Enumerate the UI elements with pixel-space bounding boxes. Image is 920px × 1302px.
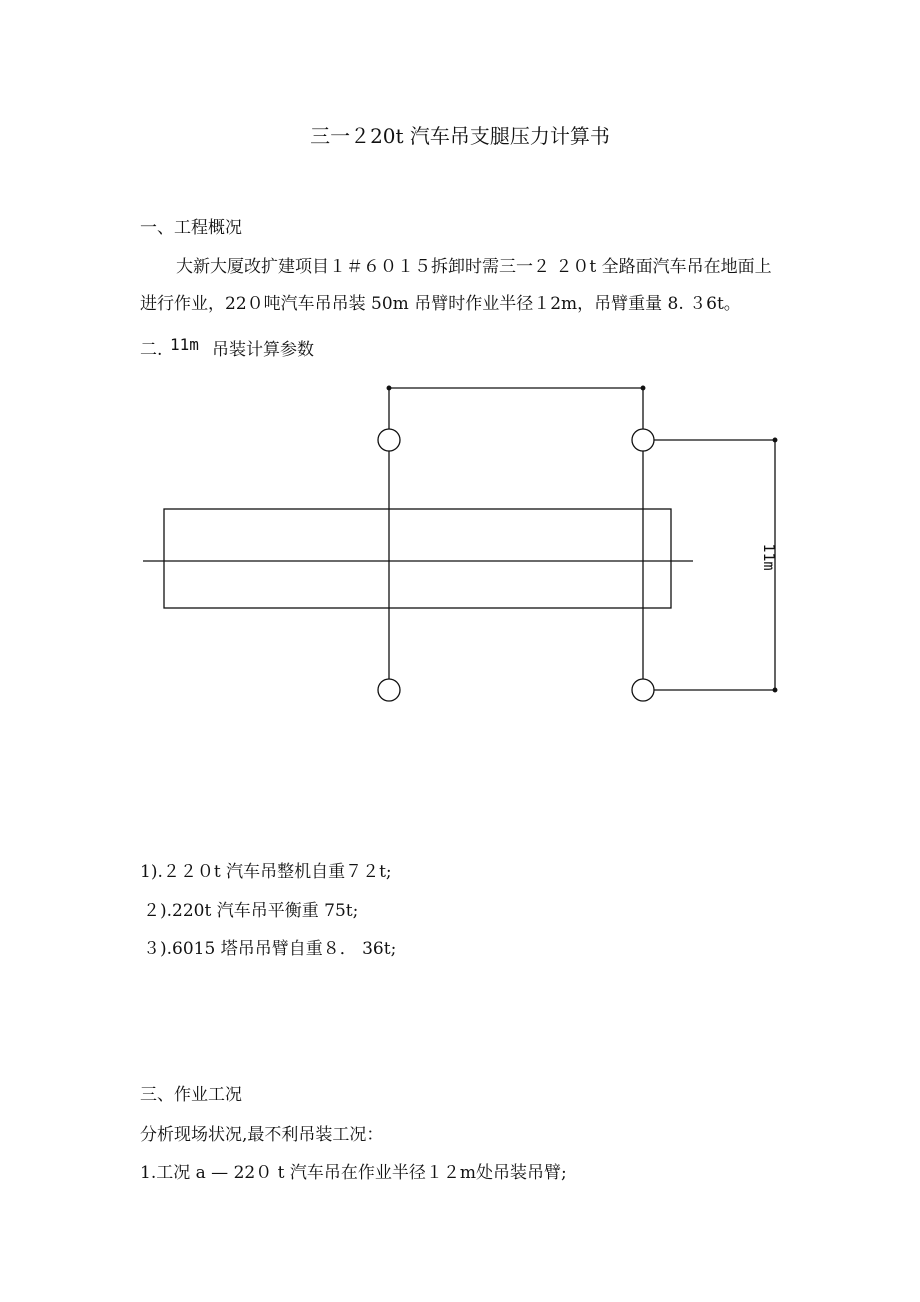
section2-prefix: 二. [140, 340, 163, 360]
param-item-1: 1).２２０t 汽车吊整机自重７２t; [140, 862, 392, 882]
side-dimension-tick-top [773, 438, 777, 442]
page-title: 三一２20t 汽车吊支腿压力计算书 [310, 124, 610, 148]
section1-heading: 一、工程概况 [140, 218, 242, 238]
crane-chassis-rect [164, 509, 671, 608]
outrigger-pad-bottom-right [632, 679, 654, 701]
outrigger-pad-top-left [378, 429, 400, 451]
section1-paragraph-line1: 大新大厦改扩建项目１＃６０１５拆卸时需三一２ ２０t 全路面汽车吊在地面上 [176, 257, 772, 277]
outrigger-pad-top-right [632, 429, 654, 451]
side-dimension-label: 11m [760, 543, 778, 571]
param-item-3: ３).6015 塔吊吊臂自重８． 36t; [143, 939, 397, 959]
param-item-2: ２).220t 汽车吊平衡重 75t; [143, 901, 359, 921]
outrigger-pad-bottom-left [378, 679, 400, 701]
section2-inline-dimension: 11m [170, 335, 199, 354]
section1-paragraph-line2: 进行作业，22０吨汽车吊吊装 50m 吊臂时作业半径１2m，吊臂重量 8. ３6t。 [140, 294, 741, 314]
section3-heading: 三、作业工况 [140, 1085, 242, 1105]
section3-line2: 1.工况 a — 22０ t 汽车吊在作业半径１２m处吊装吊臂; [140, 1163, 567, 1183]
section3-line1: 分析现场状况,最不利吊装工况： [140, 1125, 384, 1145]
side-dimension-tick-bottom [773, 688, 777, 692]
section2-heading: 吊装计算参数 [212, 340, 314, 360]
